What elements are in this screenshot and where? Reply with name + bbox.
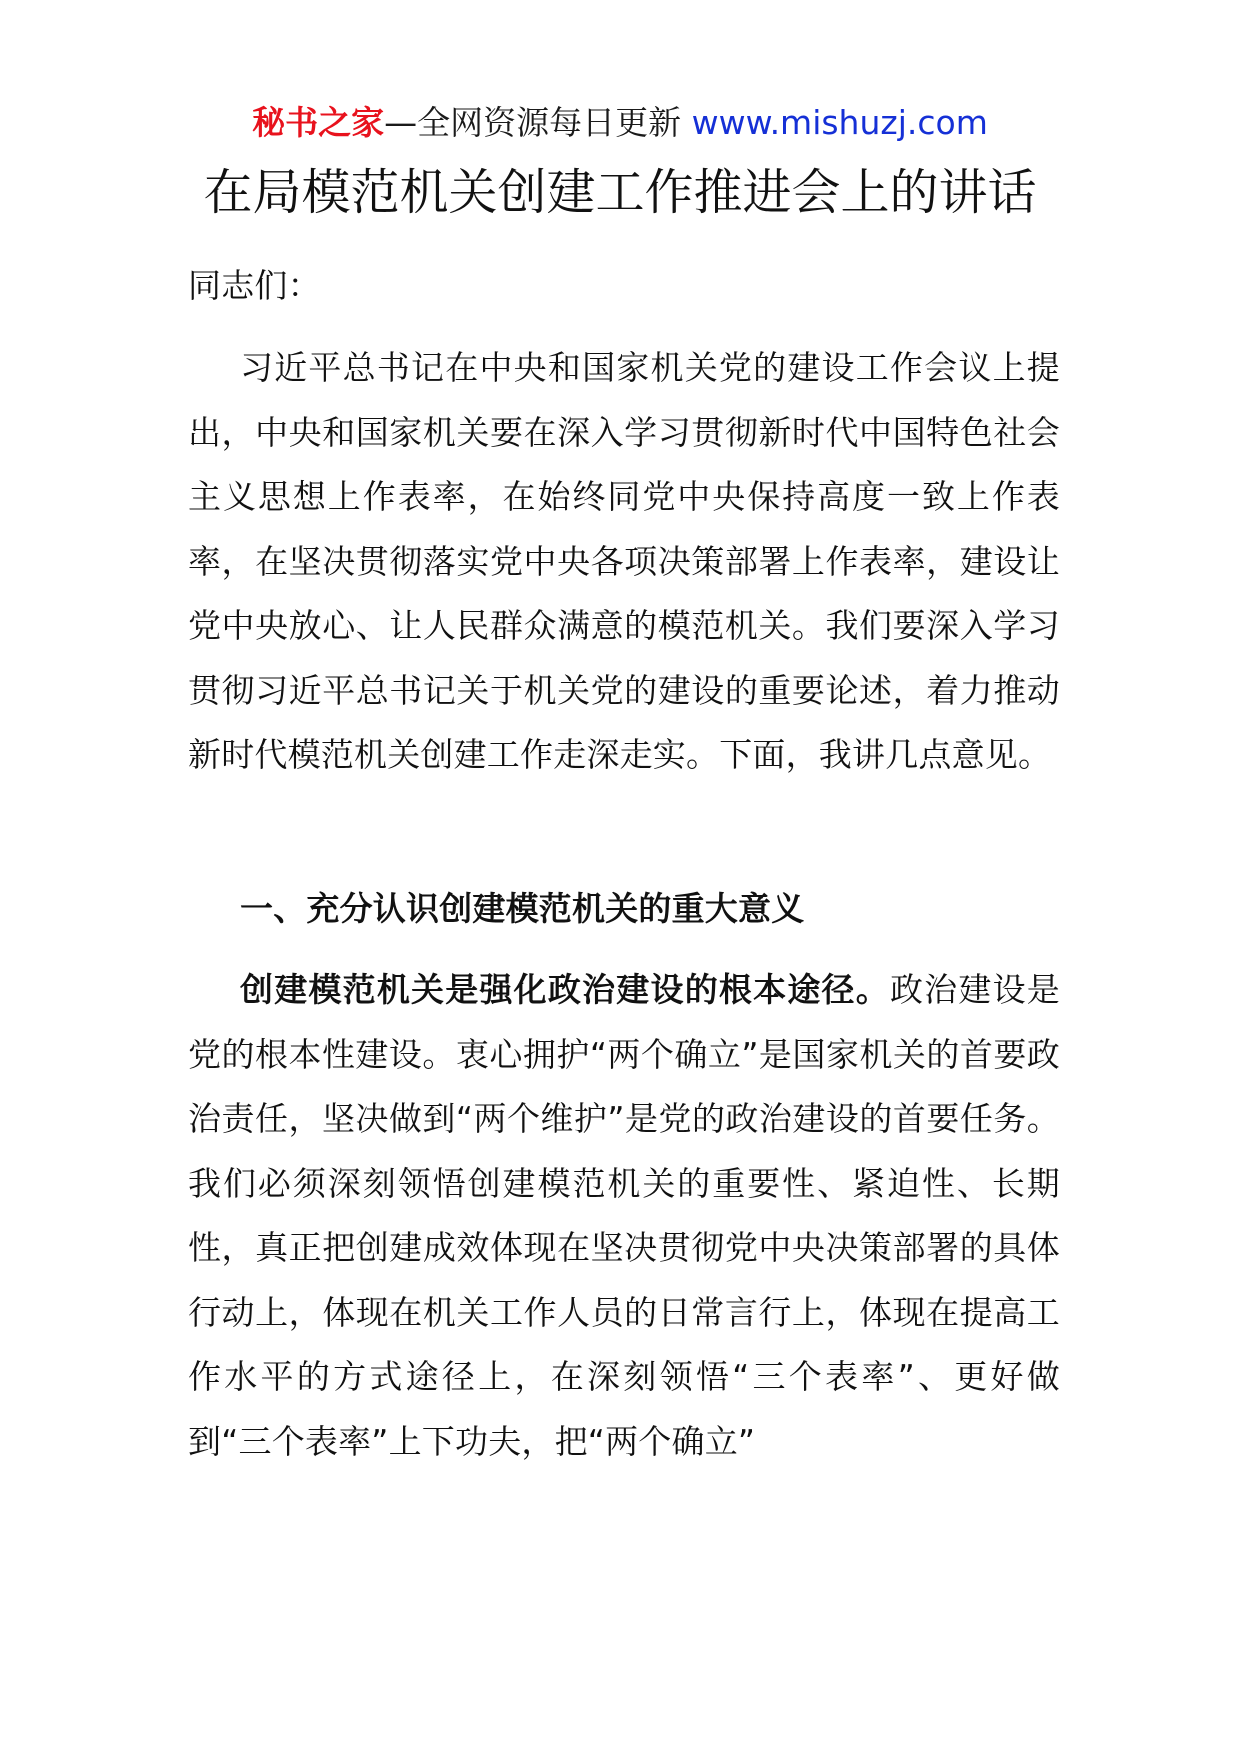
site-header [0, 100, 1240, 146]
paragraph-1: 习近平总书记在中央和国家机关党的建设工作会议上提出，中央和国家机关要在深入学习贯彻新时代中国特色社会主义思想上作表率，在始终同党中央保持高度一致上作表率，在坚决贯彻落实党中央各项决策部署上作表率，建设让党中央放心、让人民群众满意的模范机关。我们要深入学习贯彻习近平总书记关于机关党的建设的重要论述，着力推动新时代模范机关创建工作走深走实。下面，我讲几点意见。 [188, 348, 1060, 774]
paragraph-2-body: 政治建设是党的根本性建设。衷心拥护“两个确立”是国家机关的首要政治责任，坚决做到“两个维护”是党的政治建设的首要任务。我们必须深刻领悟创建模范机关的重要性、紧迫性、长期性，真正把创建成效体现在坚决贯彻党中央决策部署的具体行动上，体现在机关工作人员的日常言行上，体现在提高工作水平的方式途径上，在深刻领悟“三个表率”、更好做到“三个表率”上下功夫，把“两个确立” [188, 970, 1061, 1461]
document-title: 在局模范机关创建工作推进会上的讲话 [203, 164, 1037, 221]
paragraph-2 [188, 958, 1060, 1474]
header-tagline: —全网资源每日更新 [384, 103, 682, 142]
section-1-heading: 一、充分认识创建模范机关的重大意义 [240, 889, 805, 928]
salutation: 同志们： [188, 266, 321, 305]
brand-name: 秘书之家 [252, 103, 385, 142]
site-url-link[interactable]: www.mishuzj.com [691, 103, 988, 142]
paragraph-2-lead: 创建模范机关是强化政治建设的根本途径。 [240, 970, 890, 1009]
